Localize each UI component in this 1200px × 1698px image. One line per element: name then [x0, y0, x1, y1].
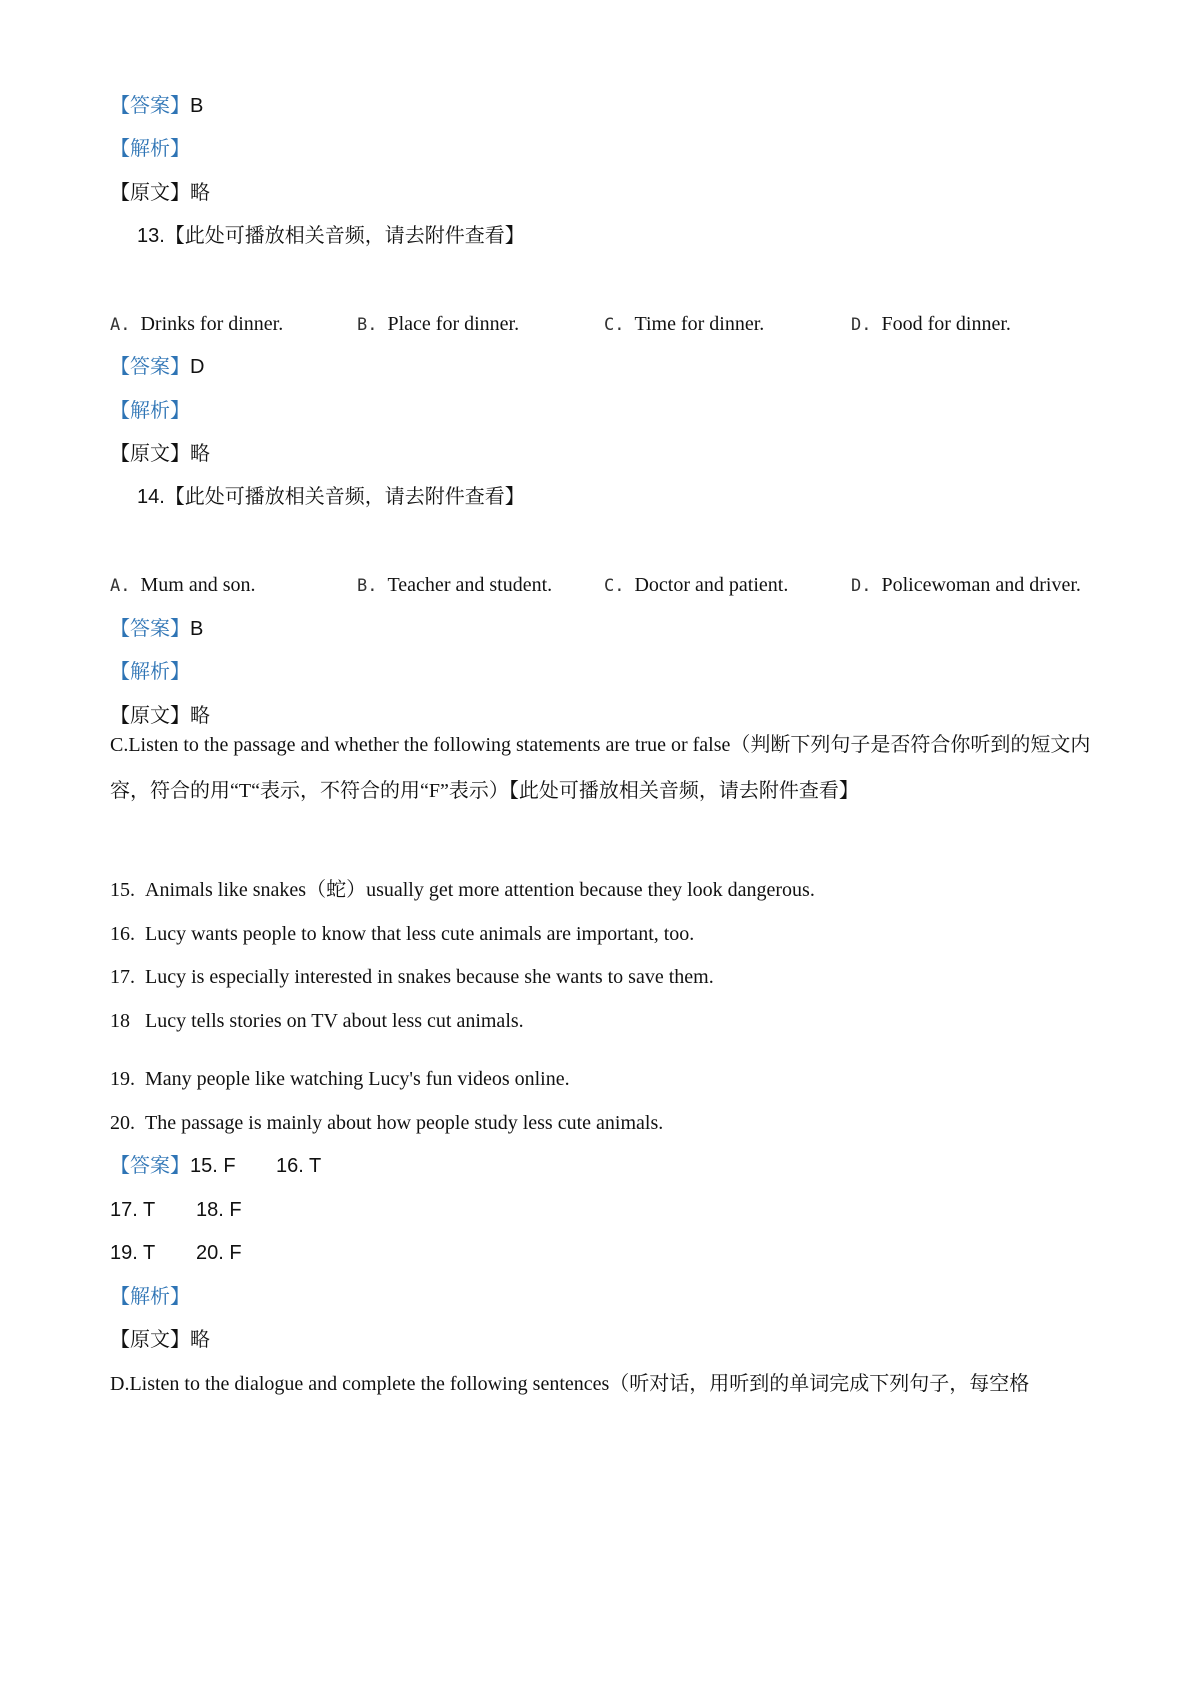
q14-answer — [110, 615, 203, 643]
statement-number: 18 — [110, 1010, 130, 1032]
option-letter: A. — [110, 576, 131, 596]
q13-option-c — [604, 310, 764, 339]
statement-number: 19. — [110, 1068, 135, 1090]
statement-number: 17. — [110, 966, 135, 988]
analysis-label: 【解析】 — [110, 138, 190, 160]
statement-number: 20. — [110, 1112, 135, 1134]
answer-20: 20. F — [196, 1242, 242, 1264]
option-letter: A. — [110, 315, 131, 335]
section-d-instruction: D.Listen to the dialogue and complete the following sentences（听对话，用听到的单词完成下列句子，每空格 — [110, 1373, 1030, 1395]
original-value: 略 — [190, 1329, 210, 1351]
q14-analysis — [110, 658, 190, 686]
option-letter: B. — [357, 576, 378, 596]
statement-text: Lucy tells stories on TV about less cut animals. — [145, 1010, 524, 1032]
answer-label: 【答案】 — [110, 356, 190, 378]
option-text: Doctor and patient. — [634, 574, 789, 596]
q14-option-a — [110, 571, 255, 600]
answer-label: 【答案】 — [110, 95, 190, 117]
q13-analysis — [110, 397, 190, 425]
original-label: 【原文】 — [110, 182, 190, 204]
option-text: Drinks for dinner. — [140, 313, 284, 335]
statement-number: 15. — [110, 879, 135, 901]
statement-19 — [110, 1065, 570, 1093]
q14-prompt — [137, 483, 525, 511]
q13-original — [110, 440, 210, 468]
q12-answer — [110, 92, 203, 120]
option-text: Teacher and student. — [387, 574, 553, 596]
section-c-answers-row-3 — [110, 1239, 242, 1267]
answer-value: B — [190, 618, 204, 640]
q13-prompt — [137, 222, 525, 250]
q12-analysis — [110, 135, 190, 163]
statement-17 — [110, 963, 714, 991]
option-letter: D. — [851, 315, 872, 335]
answer-label: 【答案】 — [110, 1155, 190, 1177]
statement-text: Animals like snakes（蛇）usually get more attention because they look dangerous. — [145, 879, 815, 901]
original-value: 略 — [190, 182, 210, 204]
answer-label: 【答案】 — [110, 618, 190, 640]
statement-text: The passage is mainly about how people study less cute animals. — [145, 1112, 664, 1134]
statement-text: Lucy is especially interested in snakes because she wants to save them. — [145, 966, 714, 988]
answer-value: B — [190, 95, 204, 117]
statement-20 — [110, 1109, 663, 1137]
original-value: 略 — [190, 443, 210, 465]
analysis-label: 【解析】 — [110, 661, 190, 683]
analysis-label: 【解析】 — [110, 400, 190, 422]
q14-option-d — [851, 571, 1081, 600]
original-value: 略 — [190, 705, 210, 727]
q13-answer — [110, 353, 204, 381]
q13-option-d — [851, 310, 1011, 339]
answer-18: 18. F — [196, 1199, 242, 1221]
answer-19: 19. T — [110, 1242, 156, 1264]
option-letter: D. — [851, 576, 872, 596]
option-text: Mum and son. — [140, 574, 256, 596]
answer-16: 16. T — [276, 1155, 322, 1177]
section-c-answers-row-1 — [110, 1152, 321, 1180]
section-c-analysis — [110, 1283, 190, 1311]
statement-text: Many people like watching Lucy's fun videos online. — [145, 1068, 570, 1090]
original-label: 【原文】 — [110, 443, 190, 465]
q13-option-b — [357, 310, 519, 339]
q12-original — [110, 179, 210, 207]
original-label: 【原文】 — [110, 1329, 190, 1351]
statement-16 — [110, 920, 694, 948]
option-text: Time for dinner. — [634, 313, 765, 335]
option-text: Food for dinner. — [881, 313, 1011, 335]
answer-17: 17. T — [110, 1199, 156, 1221]
q14-option-b — [357, 571, 552, 600]
statement-15 — [110, 876, 815, 904]
answer-value: D — [190, 356, 205, 378]
option-text: Place for dinner. — [387, 313, 520, 335]
question-prompt: 13.【此处可播放相关音频，请去附件查看】 — [137, 225, 525, 247]
q14-option-c — [604, 571, 788, 600]
statement-18 — [110, 1007, 524, 1035]
answer-15: 15. F — [190, 1155, 236, 1177]
option-letter: C. — [604, 315, 625, 335]
option-text: Policewoman and driver. — [881, 574, 1081, 596]
option-letter: B. — [357, 315, 378, 335]
statement-number: 16. — [110, 923, 135, 945]
q13-option-a — [110, 310, 283, 339]
statement-text: Lucy wants people to know that less cute animals are important, too. — [145, 923, 695, 945]
original-label: 【原文】 — [110, 705, 190, 727]
section-c-answers-row-2 — [110, 1196, 242, 1224]
option-letter: C. — [604, 576, 625, 596]
analysis-label: 【解析】 — [110, 1286, 190, 1308]
section-c-instruction: C.Listen to the passage and whether the following statements are true or false（判断下列句子是否符合你听到的短文内容，符合的用“T“表示，不符合的用“F”表示）【此处可播放相关音频，请去附件查看】 — [110, 734, 1091, 802]
question-prompt: 14.【此处可播放相关音频，请去附件查看】 — [137, 486, 525, 508]
section-c-original — [110, 1326, 210, 1354]
